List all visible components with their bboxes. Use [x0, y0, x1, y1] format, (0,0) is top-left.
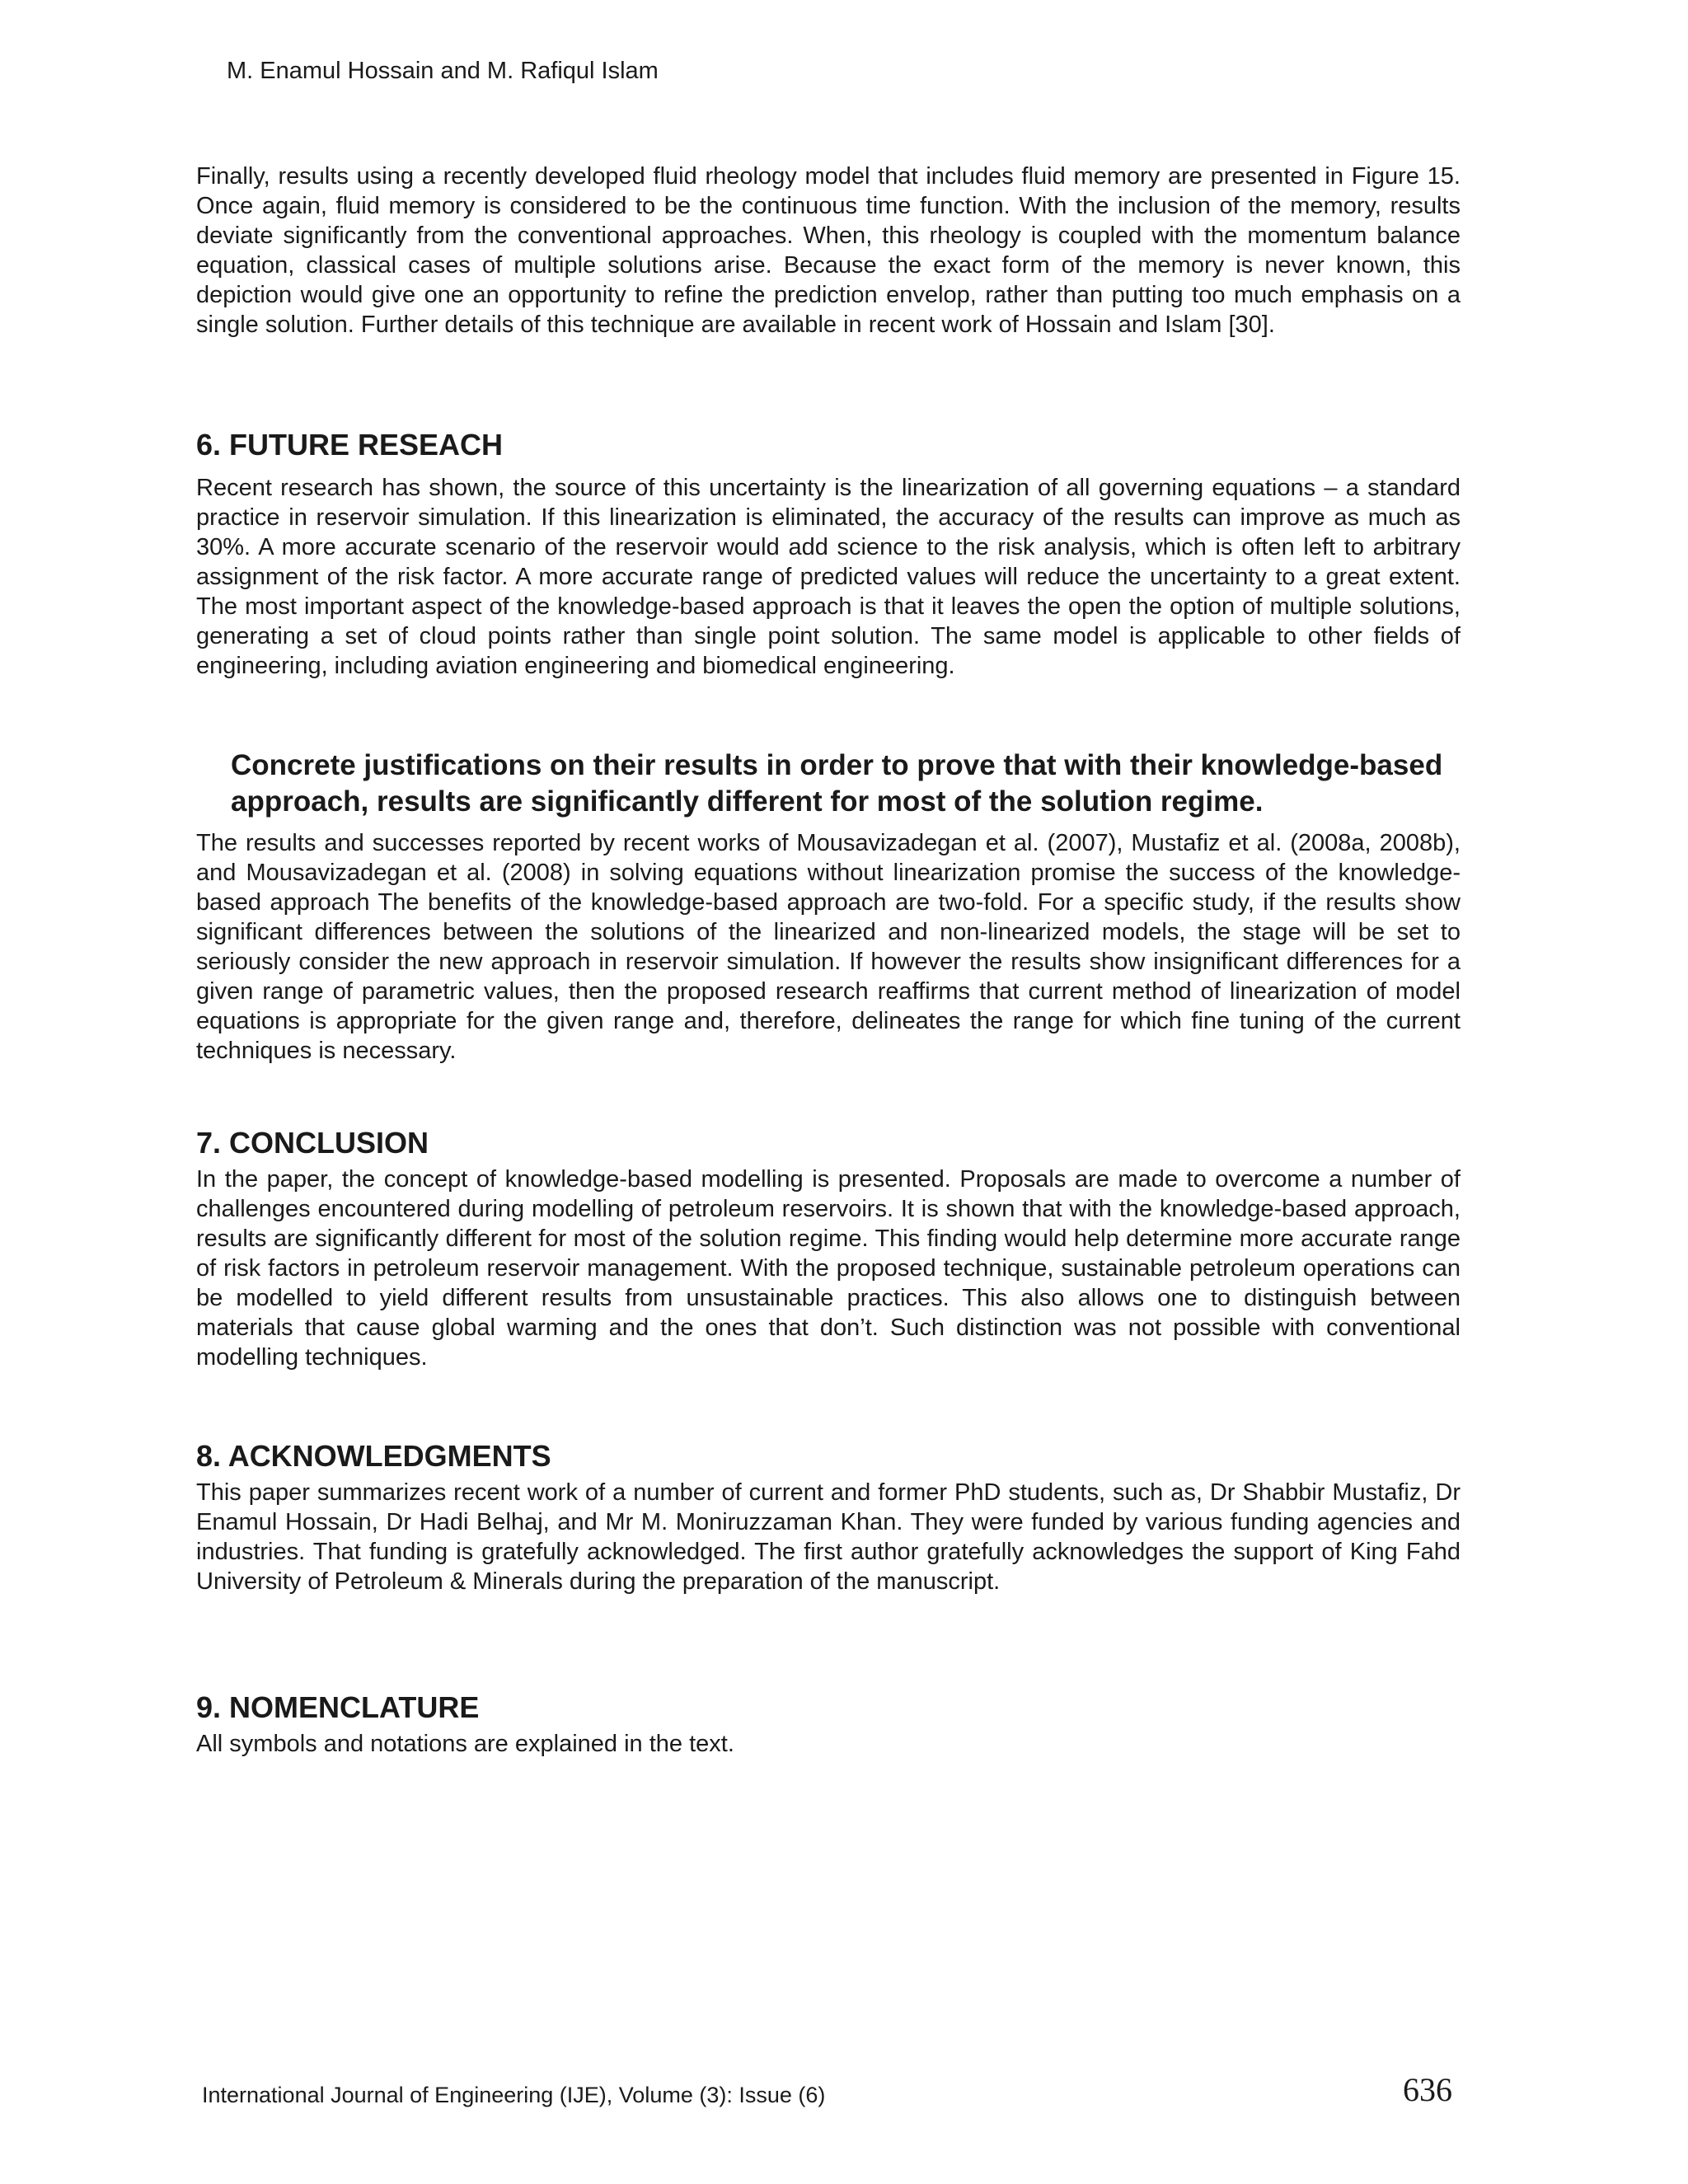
section-heading-nomenclature: 9. NOMENCLATURE: [196, 1690, 480, 1724]
intro-section: [196, 162, 1461, 340]
future-research-paragraph: Recent research has shown, the source of this uncertainty is the linearization of all governing equations – a standard practice in reservoir simulation. If this linearization is eliminated, the accuracy of the results can improve as much as 30%. A more accurate scenario of the reservoir would add science to the risk analysis, which is often left to arbitrary assignment of the risk factor. A more accurate range of predicted values will reduce the uncertainty to a great extent. The most important aspect of the knowledge-based approach is that it leaves the open the option of multiple solutions, generating a set of cloud points rather than single point solution. The same model is applicable to other fields of engineering, including aviation engineering and biomedical engineering.: [196, 475, 1461, 679]
section-heading-future-research: 6. FUTURE RESEACH: [196, 428, 504, 462]
acknowledgments-paragraph: This paper summarizes recent work of a number of current and former PhD students, such as, Dr Shabbir Mustafiz, Dr Enamul Hossain, Dr Hadi Belhaj, and Mr M. Moniruzzaman Khan. They were funded by various funding agencies and industries. That funding is gratefully acknowledged. The first author gratefully acknowledges the support of King Fahd University of Petroleum & Minerals during the preparation of the manuscript.: [196, 1479, 1461, 1595]
justification-heading: Concrete justifications on their results in order to prove that with their knowledge-based approach, results are significantly different for most of the solution regime.: [231, 749, 1443, 818]
page-number: 636: [1403, 2071, 1452, 2108]
justification-paragraph: The results and successes reported by recent works of Mousavizadegan et al. (2007), Mustafiz et al. (2008a, 2008b), and Mousavizadegan et al. (2008) in solving equations without linearization promise the success of the knowledge-based approach The benefits of the knowledge-based approach are two-fold. For a specific study, if the results show significant differences between the solutions of the linearized and non-linearized models, the stage will be set to seriously consider the new approach in reservoir simulation. If however the results show insignificant differences for a given range of parametric values, then the proposed research reaffirms that current method of linearization of model equations is appropriate for the given range and, therefore, delineates the range for which fine tuning of the current techniques is necessary.: [196, 830, 1461, 1064]
section-heading-conclusion: 7. CONCLUSION: [196, 1126, 429, 1160]
future-research-section: [196, 427, 1461, 681]
nomenclature-paragraph: All symbols and notations are explained in the text.: [196, 1731, 734, 1757]
footer-journal-citation: International Journal of Engineering (IJE), Volume (3): Issue (6): [202, 2083, 826, 2107]
justification-section: [196, 828, 1461, 1066]
nomenclature-section: [196, 1690, 1461, 1759]
intro-paragraph: Finally, results using a recently developed fluid rheology model that includes fluid memory are presented in Figure 15. Once again, fluid memory is considered to be the continuous time function. With the inclusion of the memory, results deviate significantly from the conventional approaches. When, this rheology is coupled with the momentum balance equation, classical cases of multiple solutions arise. Because the exact form of the memory is never known, this depiction would give one an opportunity to refine the prediction envelop, rather than putting too much emphasis on a single solution. Further details of this technique are available in recent work of Hossain and Islam [30].: [196, 163, 1461, 338]
conclusion-paragraph: In the paper, the concept of knowledge-based modelling is presented. Proposals are made to overcome a number of challenges encountered during modelling of petroleum reservoirs. It is shown that with the knowledge-based approach, results are significantly different for most of the solution regime. This finding would help determine more accurate range of risk factors in petroleum reservoir management. With the proposed technique, sustainable petroleum operations can be modelled to yield different results from unsustainable practices. This also allows one to distinguish between materials that cause global warming and the ones that don’t. Such distinction was not possible with conventional modelling techniques.: [196, 1166, 1461, 1371]
section-heading-acknowledgments: 8. ACKNOWLEDGMENTS: [196, 1439, 551, 1473]
acknowledgments-section: [196, 1438, 1461, 1596]
conclusion-section: [196, 1125, 1461, 1372]
running-head-authors: M. Enamul Hossain and M. Rafiqul Islam: [227, 58, 659, 84]
